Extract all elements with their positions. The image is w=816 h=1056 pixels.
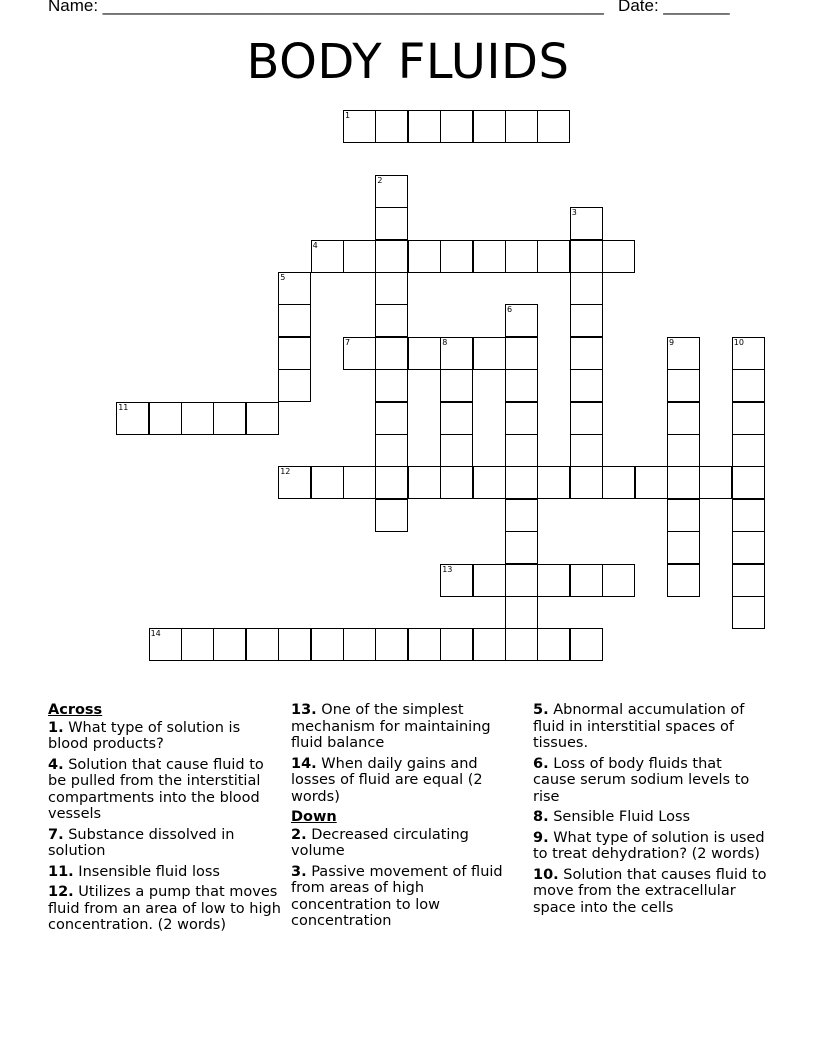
clue-item xyxy=(533,867,768,917)
clue-item xyxy=(533,830,768,863)
grid-cell[interactable] xyxy=(602,466,635,499)
grid-cell[interactable] xyxy=(473,240,506,273)
clue-item xyxy=(48,827,283,860)
clue-number: 7 xyxy=(345,337,351,347)
grid-cell[interactable] xyxy=(343,337,376,370)
grid-cell[interactable] xyxy=(440,369,473,402)
grid-cell[interactable] xyxy=(537,564,570,597)
clue-number: 6 xyxy=(507,305,513,315)
grid-cell[interactable] xyxy=(149,402,182,435)
grid-cell[interactable] xyxy=(149,628,182,661)
clue-item-text: When daily gains and losses of fluid are equal (2 words) xyxy=(291,755,483,805)
grid-cell[interactable] xyxy=(181,628,214,661)
grid-cell[interactable] xyxy=(473,628,506,661)
clue-item-text: Sensible Fluid Loss xyxy=(548,809,691,825)
grid-cell[interactable] xyxy=(473,564,506,597)
grid-cell[interactable] xyxy=(278,369,311,402)
grid-cell[interactable] xyxy=(570,240,603,273)
grid-cell[interactable] xyxy=(667,466,700,499)
grid-cell[interactable] xyxy=(440,240,473,273)
grid-cell[interactable] xyxy=(635,466,668,499)
grid-cell[interactable] xyxy=(537,628,570,661)
clue-column-1 xyxy=(48,702,283,938)
clue-item xyxy=(291,702,526,752)
clue-number: 12 xyxy=(280,467,291,477)
grid-cell[interactable] xyxy=(732,564,765,597)
grid-cell[interactable] xyxy=(570,628,603,661)
clue-number: 9 xyxy=(669,337,675,347)
grid-cell[interactable] xyxy=(408,110,441,143)
grid-cell[interactable] xyxy=(570,369,603,402)
grid-cell[interactable] xyxy=(570,434,603,467)
grid-cell[interactable] xyxy=(440,564,473,597)
grid-cell[interactable] xyxy=(375,272,408,305)
grid-cell[interactable] xyxy=(343,240,376,273)
clue-item-number: 14. xyxy=(291,755,317,772)
clue-item-text: What type of solution is used to treat dehydration? (2 words) xyxy=(533,829,765,862)
grid-cell[interactable] xyxy=(505,596,538,629)
name-date-line: Name: _____________________________________________________ Date: _______ xyxy=(48,0,730,15)
clue-item xyxy=(291,864,526,930)
grid-cell[interactable] xyxy=(375,175,408,208)
grid-cell[interactable] xyxy=(440,402,473,435)
grid-cell[interactable] xyxy=(440,628,473,661)
clue-item-number: 12. xyxy=(48,884,74,900)
clue-item xyxy=(48,720,283,753)
grid-cell[interactable] xyxy=(440,434,473,467)
grid-cell[interactable] xyxy=(505,110,538,143)
grid-cell[interactable] xyxy=(505,531,538,564)
clue-item-number: 8. xyxy=(533,809,549,825)
grid-cell[interactable] xyxy=(505,466,538,499)
grid-cell[interactable] xyxy=(537,466,570,499)
grid-cell[interactable] xyxy=(570,337,603,370)
grid-cell[interactable] xyxy=(408,628,441,661)
page-title: BODY FLUIDS xyxy=(246,34,570,90)
clue-number: 1 xyxy=(345,111,351,120)
clue-item-number: 6. xyxy=(533,755,549,772)
grid-cell[interactable] xyxy=(505,564,538,597)
clue-item-text: Substance dissolved in solution xyxy=(48,826,235,859)
grid-cell[interactable] xyxy=(699,466,732,499)
clue-item-text: Loss of body fluids that cause serum sodium levels to rise xyxy=(533,755,750,805)
grid-cell[interactable] xyxy=(311,466,344,499)
clue-column-3 xyxy=(533,702,768,920)
grid-cell[interactable] xyxy=(570,402,603,435)
clue-item-text: Solution that causes fluid to move from the extracellular space into the cells xyxy=(533,866,767,916)
clue-number: 3 xyxy=(571,208,577,218)
grid-cell[interactable] xyxy=(278,272,311,305)
grid-cell[interactable] xyxy=(213,402,246,435)
grid-cell[interactable] xyxy=(375,369,408,402)
clue-item-number: 9. xyxy=(533,829,549,846)
grid-cell[interactable] xyxy=(537,110,570,143)
grid-cell[interactable] xyxy=(375,110,408,143)
grid-cell[interactable] xyxy=(311,240,344,273)
clue-item-number: 1. xyxy=(48,719,64,736)
grid-cell[interactable] xyxy=(473,110,506,143)
grid-cell[interactable] xyxy=(473,466,506,499)
grid-cell[interactable] xyxy=(602,240,635,273)
grid-cell[interactable] xyxy=(343,628,376,661)
clue-number: 8 xyxy=(442,337,448,347)
grid-cell[interactable] xyxy=(213,628,246,661)
grid-cell[interactable] xyxy=(375,499,408,532)
grid-cell[interactable] xyxy=(732,531,765,564)
clue-column-2 xyxy=(291,702,526,934)
clue-item-text: One of the simplest mechanism for maintaining fluid balance xyxy=(291,702,491,751)
grid-cell[interactable] xyxy=(732,402,765,435)
grid-cell[interactable] xyxy=(440,110,473,143)
clue-item-number: 7. xyxy=(48,826,64,843)
clue-number: 14 xyxy=(150,629,161,639)
grid-cell[interactable] xyxy=(505,304,538,337)
clue-number: 11 xyxy=(118,402,129,412)
grid-cell[interactable] xyxy=(473,337,506,370)
grid-cell[interactable] xyxy=(278,466,311,499)
clue-number: 4 xyxy=(312,240,318,250)
grid-cell[interactable] xyxy=(732,466,765,499)
grid-cell[interactable] xyxy=(181,402,214,435)
grid-cell[interactable] xyxy=(667,531,700,564)
grid-cell[interactable] xyxy=(570,207,603,240)
grid-cell[interactable] xyxy=(505,337,538,370)
clue-item-number: 10. xyxy=(533,866,559,883)
grid-cell[interactable] xyxy=(602,564,635,597)
grid-cell[interactable] xyxy=(667,434,700,467)
clue-item xyxy=(291,827,526,860)
grid-cell[interactable] xyxy=(375,434,408,467)
grid-cell[interactable] xyxy=(667,402,700,435)
grid-cell[interactable] xyxy=(375,402,408,435)
clue-item-number: 4. xyxy=(48,756,64,773)
clue-item-text: Decreased circulating volume xyxy=(291,826,469,859)
clue-item xyxy=(533,809,768,826)
grid-cell[interactable] xyxy=(375,304,408,337)
clue-item-number: 3. xyxy=(291,863,307,880)
grid-cell[interactable] xyxy=(570,304,603,337)
grid-cell[interactable] xyxy=(440,337,473,370)
clue-item-number: 13. xyxy=(291,702,317,718)
grid-cell[interactable] xyxy=(311,628,344,661)
grid-cell[interactable] xyxy=(278,304,311,337)
clue-item xyxy=(48,757,283,823)
grid-cell[interactable] xyxy=(375,240,408,273)
grid-cell[interactable] xyxy=(375,207,408,240)
clue-item-text: Passive movement of fluid from areas of high concentration to low concentration xyxy=(291,863,503,929)
grid-cell[interactable] xyxy=(505,628,538,661)
grid-cell[interactable] xyxy=(343,466,376,499)
grid-cell[interactable] xyxy=(505,434,538,467)
grid-cell[interactable] xyxy=(505,499,538,532)
grid-cell[interactable] xyxy=(667,499,700,532)
grid-cell[interactable] xyxy=(570,564,603,597)
grid-cell[interactable] xyxy=(505,402,538,435)
clue-number: 10 xyxy=(733,337,744,347)
grid-cell[interactable] xyxy=(343,110,376,143)
grid-cell[interactable] xyxy=(375,337,408,370)
clue-item-text: What type of solution is blood products? xyxy=(48,719,241,752)
grid-cell[interactable] xyxy=(537,240,570,273)
grid-cell[interactable] xyxy=(278,337,311,370)
clue-item-text: Solution that cause fluid to be pulled from the interstitial compartments into the blood vessels xyxy=(48,756,264,822)
grid-cell[interactable] xyxy=(246,628,279,661)
clue-number: 5 xyxy=(280,273,286,282)
grid-cell[interactable] xyxy=(408,337,441,370)
down-heading: Down xyxy=(291,809,337,825)
clue-item-number: 5. xyxy=(533,702,549,718)
clue-item xyxy=(533,702,768,752)
clue-item-text: Abnormal accumulation of fluid in interstitial spaces of tissues. xyxy=(533,702,745,751)
grid-cell[interactable] xyxy=(667,369,700,402)
clue-number: 2 xyxy=(377,175,383,185)
clue-item-number: 2. xyxy=(291,826,307,843)
clue-item-number: 11. xyxy=(48,863,74,880)
clue-number: 13 xyxy=(442,564,453,574)
grid-cell[interactable] xyxy=(505,369,538,402)
across-heading: Across xyxy=(48,702,103,718)
grid-cell[interactable] xyxy=(408,240,441,273)
clue-item-text: Insensible fluid loss xyxy=(73,863,220,880)
grid-cell[interactable] xyxy=(440,466,473,499)
grid-cell[interactable] xyxy=(375,628,408,661)
clue-item-text: Utilizes a pump that moves fluid from an area of low to high concentration. (2 words) xyxy=(48,884,281,933)
grid-cell[interactable] xyxy=(570,272,603,305)
grid-cell[interactable] xyxy=(667,564,700,597)
grid-cell[interactable] xyxy=(246,402,279,435)
clue-item xyxy=(48,884,283,934)
grid-cell[interactable] xyxy=(505,240,538,273)
grid-cell[interactable] xyxy=(732,369,765,402)
grid-cell[interactable] xyxy=(732,596,765,629)
clue-item xyxy=(533,756,768,806)
grid-cell[interactable] xyxy=(278,628,311,661)
clue-item xyxy=(48,864,283,881)
grid-cell[interactable] xyxy=(116,402,149,435)
grid-cell[interactable] xyxy=(732,434,765,467)
clue-item xyxy=(291,756,526,806)
grid-cell[interactable] xyxy=(732,337,765,370)
grid-cell[interactable] xyxy=(667,337,700,370)
grid-cell[interactable] xyxy=(408,466,441,499)
grid-cell[interactable] xyxy=(732,499,765,532)
grid-cell[interactable] xyxy=(375,466,408,499)
grid-cell[interactable] xyxy=(570,466,603,499)
